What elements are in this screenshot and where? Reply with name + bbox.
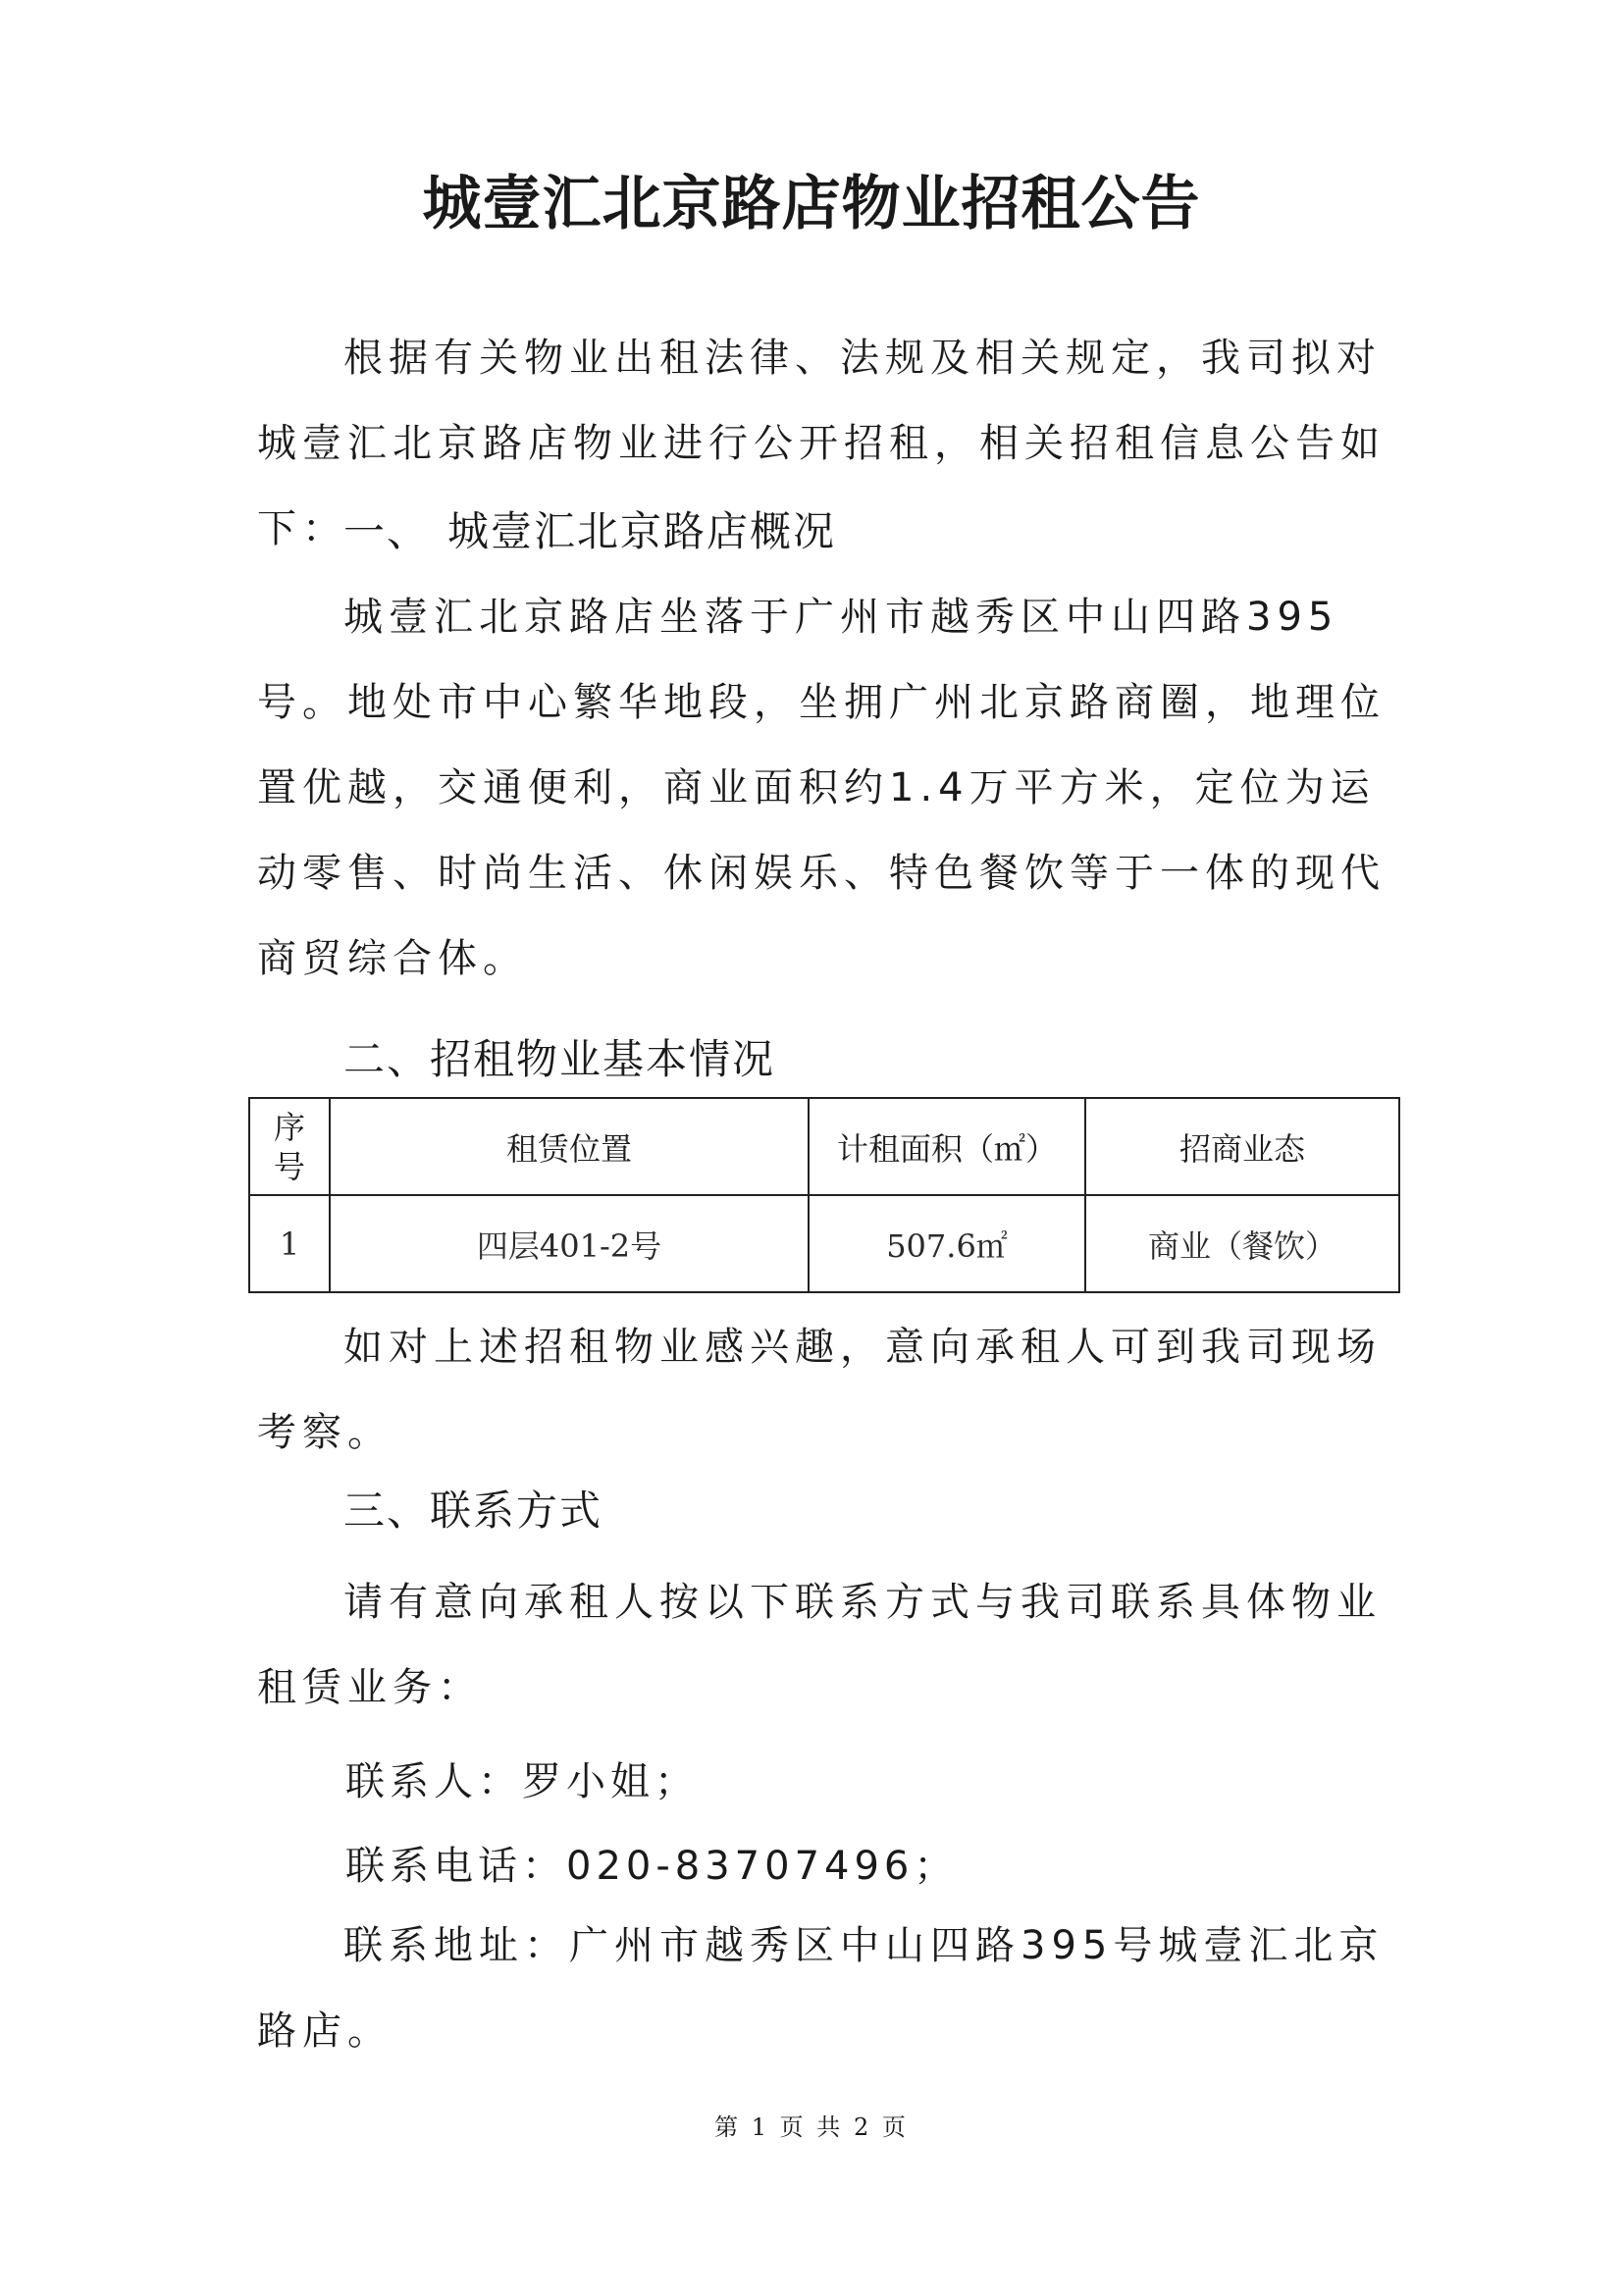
cell-area: 507.6㎡ (809, 1195, 1085, 1292)
contact-address: 联系地址：广州市越秀区中山四路395号城壹汇北京路店。 (257, 1923, 1385, 2054)
section-2-note: 如对上述招租物业感兴趣，意向承租人可到我司现场考察。 (257, 1325, 1382, 1455)
table-header-row (249, 1098, 1399, 1195)
rental-table (248, 1097, 1400, 1293)
contact-person: 联系人：罗小姐； (345, 1759, 699, 1804)
contact-phone: 联系电话：020-83707496； (345, 1844, 959, 1889)
header-type: 招商业态 (1085, 1098, 1399, 1195)
section-1-body: 城壹汇北京路店坐落于广州市越秀区中山四路395号。地处市中心繁华地段，坐拥广州北京路商圈，地理位置优越，交通便利，商业面积约1.4万平方米，定位为运动零售、时尚生活、休闲娱乐、特色餐饮等于一体的现代商贸综合体。 (257, 595, 1386, 981)
section-1-heading (343, 502, 836, 561)
intro-paragraph: 根据有关物业出租法律、法规及相关规定，我司拟对城壹汇北京路店物业进行公开招租，相关招租信息公告如下： (257, 336, 1386, 551)
section-3-body: 请有意向承租人按以下联系方式与我司联系具体物业租赁业务： (257, 1580, 1382, 1710)
section-3-number: 三、 (343, 1487, 431, 1535)
header-seq-line1: 序 (273, 1108, 305, 1146)
page-footer: 第 1 页 共 2 页 (714, 2113, 909, 2141)
header-seq (249, 1098, 330, 1195)
cell-location: 四层401-2号 (330, 1195, 809, 1292)
cell-type: 商业（餐饮） (1085, 1195, 1399, 1292)
header-area: 计租面积（㎡） (809, 1098, 1085, 1195)
section-2-number: 二、 (343, 1035, 431, 1083)
header-seq-line2: 号 (273, 1147, 305, 1185)
section-3-heading (343, 1482, 602, 1540)
section-2-heading (343, 1030, 775, 1089)
table-row (249, 1195, 1399, 1292)
cell-seq: 1 (249, 1195, 330, 1292)
document-title: 城壹汇北京路店物业招租公告 (422, 170, 1201, 238)
section-1-number: 一、 (343, 507, 431, 555)
section-1-title: 城壹汇北京路店概况 (447, 507, 837, 555)
section-3-title: 联系方式 (430, 1487, 603, 1535)
section-2-title: 招租物业基本情况 (430, 1035, 776, 1083)
header-location: 租赁位置 (330, 1098, 809, 1195)
